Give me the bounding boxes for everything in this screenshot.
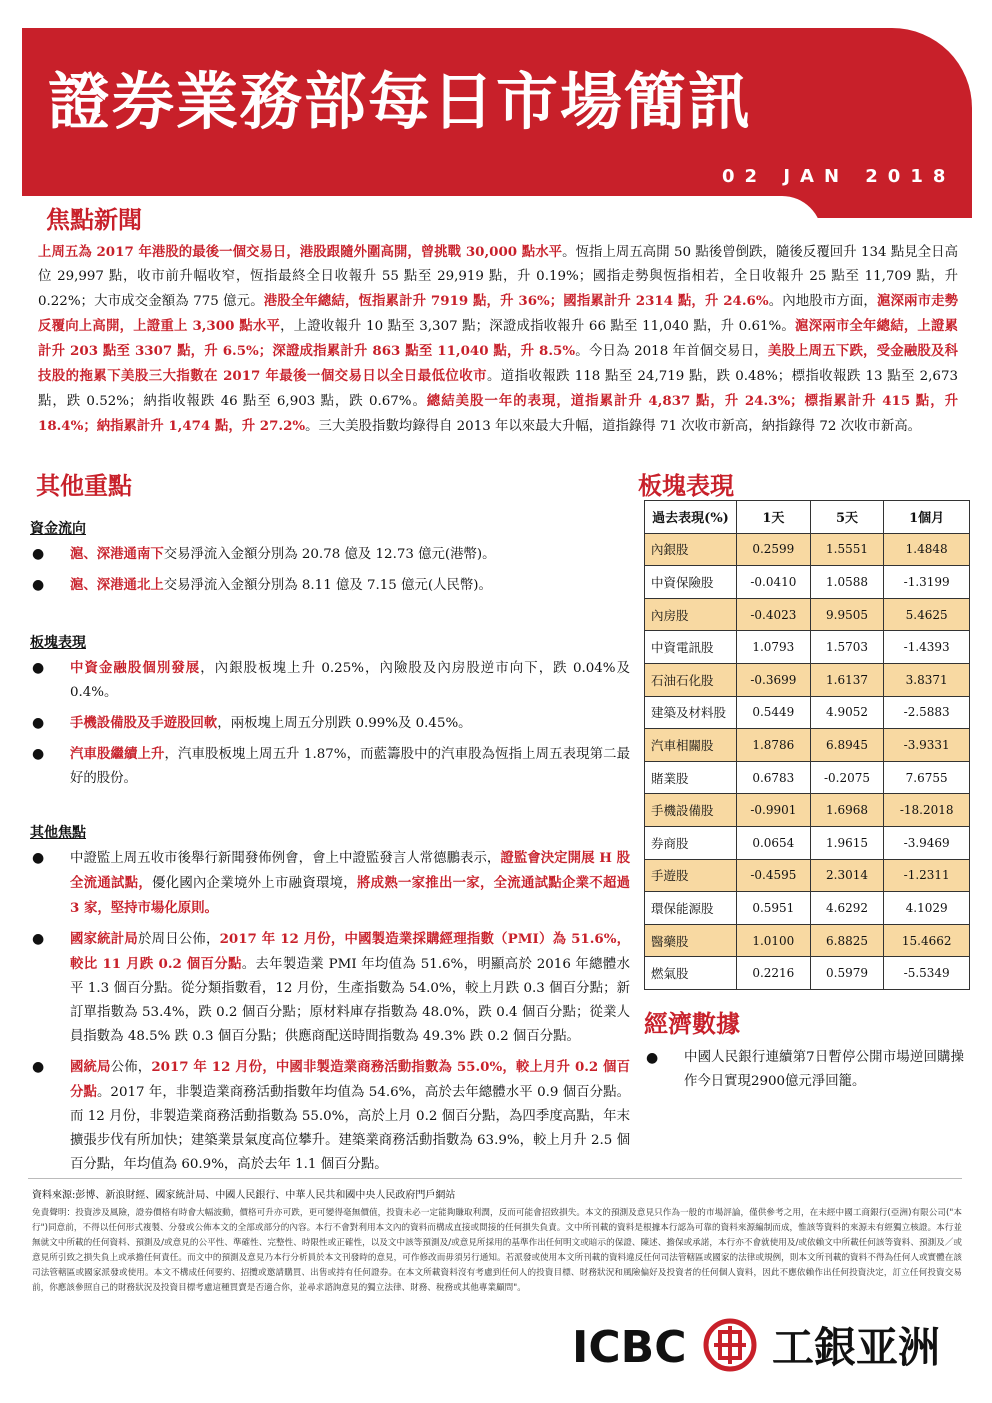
value-cell: -0.4023 bbox=[737, 598, 811, 631]
focus-news-heading: 焦點新聞 bbox=[46, 206, 142, 234]
list-item: ● 中資金融股個別發展，內銀股板塊上升 0.25%，內險股及內房股逆市向下，跌 0.04%及 0.4%。 bbox=[32, 660, 630, 700]
sector-table-heading: 板塊表現 bbox=[638, 472, 734, 500]
table-header-row bbox=[645, 501, 970, 534]
list-item: ● 國統局公佈，2017 年 12 月份，中國非製造業商務活動指數為 55.0%，較上月升 0.2 個百分點。2017 年，非製造業商務活動指數年均值為 54.6%，高於去年總體水平 0.9 個百分點。而 12 月份，非製造業商務活動指數為 55.0%，高於上月 0.2 個百分點，為四季度高點，年末擴張步伐有所加快；建築業景氣度高位攀升。建築業商務活動指數為 63.9%，較上月升 2.5 個百分點，年均值為 60.9%，高於去年 1.1 個百分點。 bbox=[32, 1059, 630, 1172]
value-cell: 0.5979 bbox=[810, 957, 884, 990]
sector-name-cell: 汽車相關股 bbox=[645, 729, 737, 762]
table-row bbox=[645, 892, 970, 925]
divider bbox=[28, 1178, 962, 1179]
value-cell: 1.4848 bbox=[884, 533, 970, 566]
value-cell: 4.6292 bbox=[810, 892, 884, 925]
column-header: 1天 bbox=[737, 501, 811, 534]
list-item: ● 中證監上周五收市後舉行新聞發佈例會，會上中證監發言人常德鵬表示，證監會決定開展 H 股全流通試點，優化國內企業境外上市融資環境，將成熟一家推出一家，全流通試點企業不超過 3 家，堅持市場化原則。 bbox=[32, 850, 631, 916]
value-cell: 7.6755 bbox=[884, 761, 970, 794]
value-cell: -0.9901 bbox=[737, 794, 811, 827]
value-cell: 0.2216 bbox=[737, 957, 811, 990]
list-item: ● 汽車股繼續上升，汽車股板塊上周五升 1.87%，而藍籌股中的汽車股為恆指上周五表現第二最好的股份。 bbox=[32, 746, 631, 786]
value-cell: -0.0410 bbox=[737, 566, 811, 599]
disclaimer: 免責聲明：投資涉及風險，證券價格有時會大幅波動，價格可升亦可跌，更可變得毫無價值，投資未必一定能夠賺取利潤，反而可能會招致損失。本文的預測及意見只作為一般的市場評論，僅供參考之用，在未經中國工商銀行(亞洲)有限公司("本行")同意前，不得以任何形式複製、分發或公佈本文的全部或部分的內容。本行不會對利用本文內的資料而構成直接或間接的任何損失負責。文中所刊載的資料是根據本行認為可靠的資料來源編制而成，惟該等資料的來源未有經獨立核證。本行並無就文中所載的任何資料、預測及/或意見的公平性、準確性、完整性、時限性或正確性，以及文中該等預測及/或意見所採用的基準作出任何明文或暗示的保證、陳述、擔保或承諾，本行亦不會就使用及/或依賴文中所載任何該等資料、預測及／或意見所引致之損失負上或承擔任何責任。而文中的預測及意見乃本行分析員於本文刊發時的意見，可作修改而毋須另行通知。若派發或使用本文所刊載的資料違反任何司法管轄區或國家的法律或規例，則本文所刊載的資料不得為任何人或實體在該司法管轄區或國家派發或使用。本文不構成任何要約、招攬或邀請購買、出售或持有任何證券。在本文所載資料沒有考慮到任何人的投資目標、財務狀況和風險偏好及投資者的任何個人資料，因此不應依賴作出任何投資決定，訂立任何投資交易前，你應該參照自己的財務狀況及投資目標考慮這種買賣是否適合你，並尋求諮詢意見的獨立法律、財務、稅務或其他專業顧問"。 bbox=[32, 1208, 962, 1293]
value-cell: 5.4625 bbox=[884, 598, 970, 631]
table-row bbox=[645, 957, 970, 990]
table-row bbox=[645, 663, 970, 696]
table-row bbox=[645, 696, 970, 729]
other-focus-list bbox=[30, 846, 630, 1183]
table-row bbox=[645, 598, 970, 631]
value-cell: -1.3199 bbox=[884, 566, 970, 599]
table-row bbox=[645, 533, 970, 566]
value-cell: -18.2018 bbox=[884, 794, 970, 827]
value-cell: 6.8825 bbox=[810, 924, 884, 957]
capital-flow-heading: 資金流向 bbox=[30, 521, 86, 537]
value-cell: -1.4393 bbox=[884, 631, 970, 664]
sector-name-cell: 券商股 bbox=[645, 826, 737, 859]
value-cell: 4.9052 bbox=[810, 696, 884, 729]
value-cell: 1.5703 bbox=[810, 631, 884, 664]
sector-name-cell: 手機設備股 bbox=[645, 794, 737, 827]
value-cell: 1.6137 bbox=[810, 663, 884, 696]
icbc-emblem-icon bbox=[706, 1321, 754, 1369]
list-item: ● 國家統計局於周日公佈，2017 年 12 月份，中國製造業採購經理指數（PMI）為 51.6%，較比 11 月跌 0.2 個百分點。去年製造業 PMI 年均值為 51.6%，明顯高於 2016 年總體水平 1.3 個百分點。從分類指數看，12 月份，生產指數為 54.0%，較上月跌 0.3 個百分點；新訂單指數為 53.4%，跌 0.2 個百分點；原材料庫存指數為 48.0%，跌 0.4 個百分點；從業人員指數為 48.5% 跌 0.3 個百分點；供應商配送時間指數為 49.3% 跌 0.2 個百分點。 bbox=[32, 931, 631, 1044]
focus-news-paragraph: 上周五為 2017 年港股的最後一個交易日，港股跟隨外圍高開，曾挑戰 30,000 點水平。恆指上周五高開 50 點後曾倒跌，隨後反覆回升 134 點見全日高位 29,997 點，收市前升幅收窄，恆指最終全日收報升 55 點至 29,919 點，升 0.19%；國指走勢與恆指相若，全日收報升 25 點至 11,709 點，升 0.22%；大市成交金額為 775 億元。港股全年總結，恆指累計升 7919 點，升 36%；國指累計升 2314 點，升 24.6%。內地股市方面，滬深兩市走勢反覆向上高開，上證重上 3,300 點水平，上證收報升 10 點至 3,307 點；深證成指收報升 66 點至 11,040 點，升 0.61%。滬深兩市全年總結，上證累計升 203 點至 3307 點，升 6.5%；深證成指累計升 863 點至 11,040 點，升 8.5%。今日為 2018 年首個交易日，美股上周五下跌，受金融股及科技股的拖累下美股三大指數在 2017 年最後一個交易日以全日最低位收市。道指收報跌 118 點至 24,719 點，跌 0.48%；標指收報跌 13 點至 2,673 點，跌 0.52%；納指收報跌 46 點至 6,903 點，跌 0.67%。總結美股一年的表現，道指累計升 4,837 點，升 24.3%；標指累計升 415 點，升 18.4%；納指累計升 1,474 點，升 27.2%。三大美股指數均錄得自 2013 年以來最大升幅，道指錄得 71 次收市新高，納指錄得 72 次收市新高。 bbox=[38, 244, 959, 434]
value-cell: 1.5551 bbox=[810, 533, 884, 566]
sector-name-cell: 內銀股 bbox=[645, 533, 737, 566]
value-cell: -1.2311 bbox=[884, 859, 970, 892]
sector-performance-subheading: 板塊表現 bbox=[30, 635, 86, 651]
value-cell: 1.0793 bbox=[737, 631, 811, 664]
other-focus-heading: 其他焦點 bbox=[30, 825, 86, 841]
logo-en: ICBC bbox=[572, 1322, 687, 1372]
column-header: 5天 bbox=[810, 501, 884, 534]
value-cell: 2.3014 bbox=[810, 859, 884, 892]
value-cell: -0.3699 bbox=[737, 663, 811, 696]
value-cell: 1.0100 bbox=[737, 924, 811, 957]
sector-name-cell: 內房股 bbox=[645, 598, 737, 631]
value-cell: 6.8945 bbox=[810, 729, 884, 762]
value-cell: 0.6783 bbox=[737, 761, 811, 794]
sector-name-cell: 建築及材料股 bbox=[645, 696, 737, 729]
value-cell: 0.2599 bbox=[737, 533, 811, 566]
table-row bbox=[645, 826, 970, 859]
table-row bbox=[645, 631, 970, 664]
list-item: ● 手機設備股及手遊股回軟，兩板塊上周五分別跌 0.99%及 0.45%。 bbox=[32, 715, 472, 731]
column-header: 1個月 bbox=[884, 501, 970, 534]
value-cell: 1.8786 bbox=[737, 729, 811, 762]
economic-data-list bbox=[644, 1046, 964, 1100]
value-cell: 4.1029 bbox=[884, 892, 970, 925]
sector-name-cell: 醫藥股 bbox=[645, 924, 737, 957]
value-cell: 3.8371 bbox=[884, 663, 970, 696]
table-row bbox=[645, 729, 970, 762]
value-cell: -3.9469 bbox=[884, 826, 970, 859]
value-cell: 15.4662 bbox=[884, 924, 970, 957]
economic-data-heading: 經濟數據 bbox=[644, 1010, 740, 1038]
sector-name-cell: 燃氣股 bbox=[645, 957, 737, 990]
sector-performance-table bbox=[644, 500, 970, 990]
sector-name-cell: 中資保險股 bbox=[645, 566, 737, 599]
table-row bbox=[645, 859, 970, 892]
page-title: 證券業務部每日市場簡訊 bbox=[48, 65, 753, 138]
value-cell: 0.0654 bbox=[737, 826, 811, 859]
value-cell: 1.9615 bbox=[810, 826, 884, 859]
sector-name-cell: 賭業股 bbox=[645, 761, 737, 794]
value-cell: 1.6968 bbox=[810, 794, 884, 827]
sector-name-cell: 中資電訊股 bbox=[645, 631, 737, 664]
sector-name-cell: 手遊股 bbox=[645, 859, 737, 892]
table-row bbox=[645, 566, 970, 599]
column-header: 過去表現(%) bbox=[645, 501, 737, 534]
table-row bbox=[645, 761, 970, 794]
banner-cutout bbox=[22, 196, 822, 236]
sector-list bbox=[30, 656, 630, 797]
value-cell: 1.0588 bbox=[810, 566, 884, 599]
value-cell: 0.5951 bbox=[737, 892, 811, 925]
list-item: ● 滬、深港通北上交易淨流入金額分別為 8.11 億及 7.15 億元(人民幣)。 bbox=[32, 577, 492, 593]
value-cell: -2.5883 bbox=[884, 696, 970, 729]
data-source: 資料來源:彭博、新浪財經、國家統計局、中國人民銀行、中華人民共和國中央人民政府門戶網站 bbox=[32, 1190, 456, 1201]
list-item: ● 滬、深港通南下交易淨流入金額分別為 20.78 億及 12.73 億元(港幣)。 bbox=[32, 546, 496, 562]
capital-flow-list bbox=[30, 542, 630, 604]
value-cell: -3.9331 bbox=[884, 729, 970, 762]
value-cell: -5.5349 bbox=[884, 957, 970, 990]
list-item: ● 中國人民銀行連續第7日暫停公開市場逆回購操作今日實現2900億元淨回籠。 bbox=[646, 1050, 964, 1089]
sector-name-cell: 石油石化股 bbox=[645, 663, 737, 696]
icbc-logo bbox=[572, 1318, 962, 1372]
logo-cn: 工銀亚洲 bbox=[772, 1323, 941, 1372]
value-cell: -0.2075 bbox=[810, 761, 884, 794]
table-row bbox=[645, 794, 970, 827]
value-cell: 0.5449 bbox=[737, 696, 811, 729]
other-highlights-heading: 其他重點 bbox=[36, 472, 132, 500]
table-row bbox=[645, 924, 970, 957]
value-cell: -0.4595 bbox=[737, 859, 811, 892]
sector-name-cell: 環保能源股 bbox=[645, 892, 737, 925]
report-date: 02 JAN 2018 bbox=[722, 166, 956, 187]
value-cell: 9.9505 bbox=[810, 598, 884, 631]
